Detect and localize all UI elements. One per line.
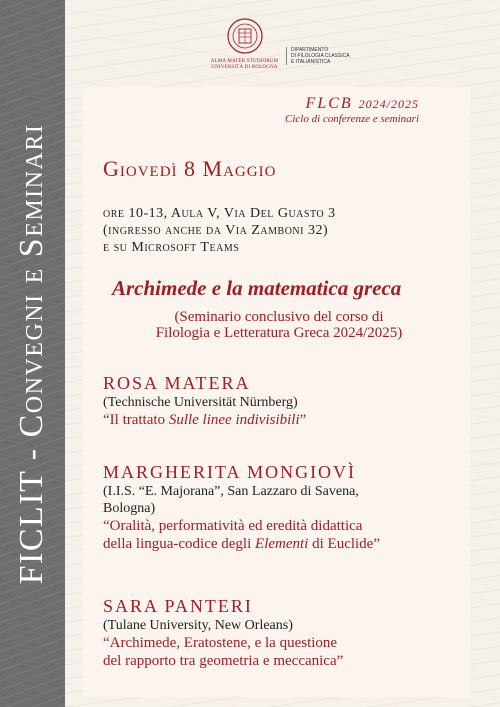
speaker-affiliation: (I.I.S. “E. Majorana”, San Lazzaro di Savena, Bologna) — [103, 484, 359, 516]
speaker-name: ROSA MATERA — [103, 373, 251, 393]
university-seal-icon — [227, 18, 263, 54]
speaker-talk: “Archimede, Eratostene, e la questione del rapporto tra geometria e meccanica” — [103, 635, 344, 669]
university-name: ALMA MATER STUDIORUM UNIVERSITÀ DI BOLOGNA — [210, 59, 279, 70]
speaker-affiliation: (Technische Universität Nürnberg) — [103, 395, 298, 410]
department-name: DIPARTIMENTO DI FILOLOGIA CLASSICA E ITALIANISTICA — [286, 47, 350, 65]
side-band — [0, 0, 65, 707]
speaker-block — [103, 373, 306, 429]
speaker-talk: “Il trattato Sulle linee indivisibili” — [103, 412, 307, 428]
band-title: FICLIT - Convegni e Seminari — [13, 123, 50, 585]
event-title: Archimede e la matematica greca — [112, 276, 402, 300]
speaker-block — [103, 462, 380, 553]
event-venue: ore 10-13, Aula V, Via Del Guasto 3 (ingresso anche da Via Zamboni 32) e su Microsoft Teams — [103, 206, 336, 255]
speaker-block — [103, 596, 343, 670]
event-date: Giovedì 8 Maggio — [103, 156, 277, 181]
series-year: 2024/2025 — [358, 97, 420, 111]
speaker-talk: “Oralità, performatività ed eredità didattica della lingua-codice degli Elementi di Euclide” — [103, 518, 380, 552]
series-name: FLCB — [305, 95, 353, 112]
speaker-name: MARGHERITA MONGIOVÌ — [103, 462, 357, 482]
university-logo — [197, 18, 292, 71]
speaker-affiliation: (Tulane University, New Orleans) — [103, 618, 293, 633]
speaker-name: SARA PANTERI — [103, 596, 253, 616]
series-header — [285, 95, 419, 125]
series-subtitle: Ciclo di conferenze e seminari — [285, 113, 420, 125]
event-subtitle: (Seminario conclusivo del corso di Filologia e Letteratura Greca 2024/2025) — [155, 309, 403, 341]
